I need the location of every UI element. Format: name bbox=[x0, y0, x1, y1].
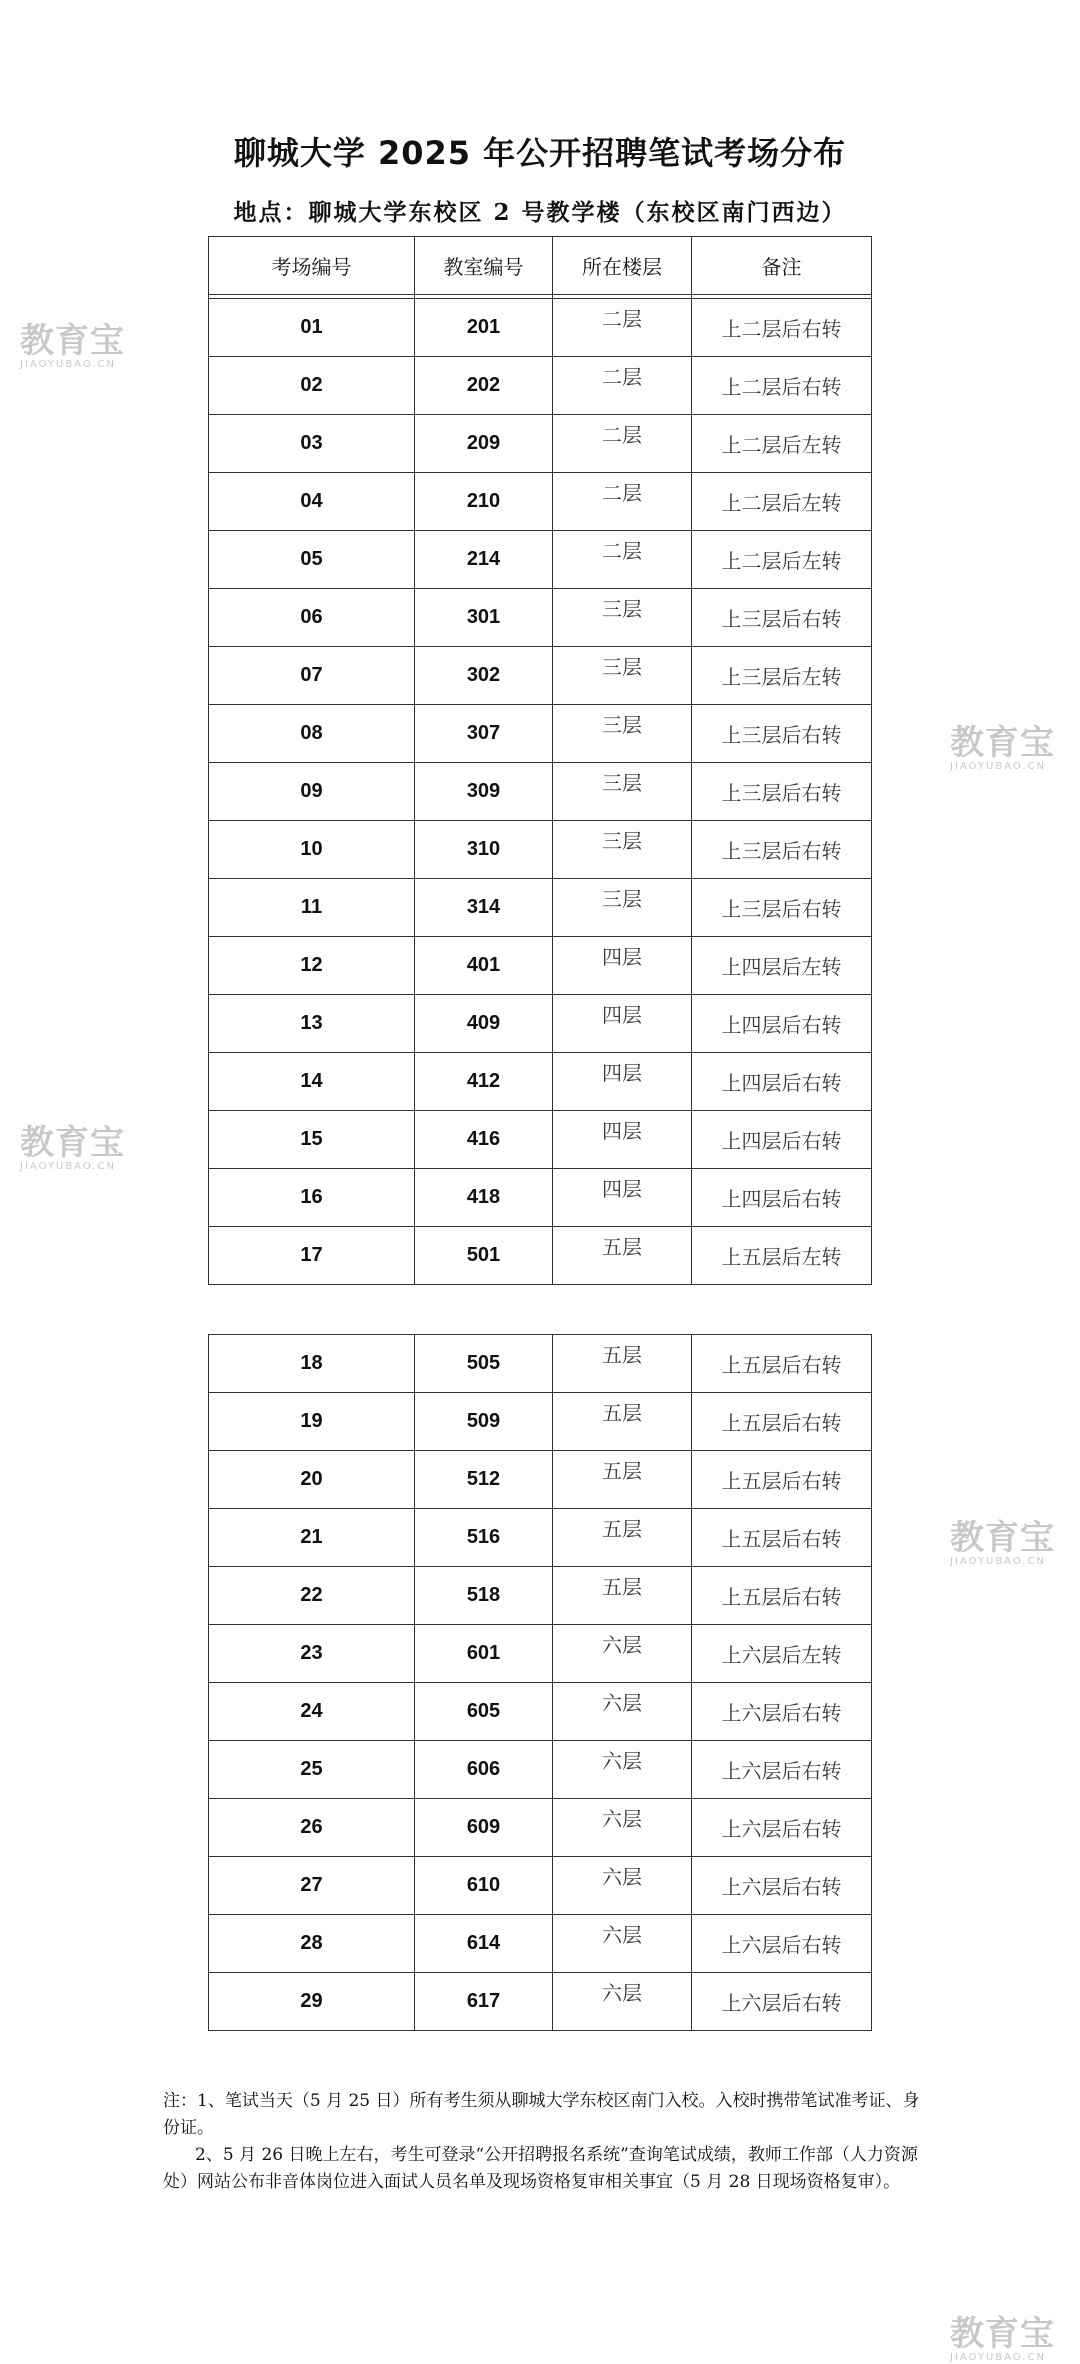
table-row bbox=[209, 879, 872, 937]
cell-note: 上四层后右转 bbox=[692, 1111, 872, 1169]
watermark-en: JIAOYUBAO.CN bbox=[20, 1161, 116, 1172]
table-row bbox=[209, 1567, 872, 1625]
cell-note: 上四层后右转 bbox=[692, 995, 872, 1053]
cell-room-no: 314 bbox=[415, 879, 553, 937]
cell-note: 上三层后右转 bbox=[692, 821, 872, 879]
cell-room-no: 307 bbox=[415, 705, 553, 763]
cell-room-no: 309 bbox=[415, 763, 553, 821]
watermark-logo bbox=[20, 1125, 125, 1172]
cell-room-no: 610 bbox=[415, 1857, 553, 1915]
cell-floor: 五层 bbox=[553, 1509, 692, 1567]
watermark-logo bbox=[950, 725, 1055, 772]
cell-note: 上三层后右转 bbox=[692, 705, 872, 763]
table-row bbox=[209, 705, 872, 763]
cell-room-no: 609 bbox=[415, 1799, 553, 1857]
cell-exam-id: 17 bbox=[209, 1227, 415, 1285]
cell-room-no: 505 bbox=[415, 1335, 553, 1393]
cell-floor: 六层 bbox=[553, 1741, 692, 1799]
cell-exam-id: 24 bbox=[209, 1683, 415, 1741]
cell-room-no: 409 bbox=[415, 995, 553, 1053]
cell-exam-id: 05 bbox=[209, 531, 415, 589]
table-row bbox=[209, 1799, 872, 1857]
cell-floor: 三层 bbox=[553, 879, 692, 937]
cell-note: 上三层后右转 bbox=[692, 763, 872, 821]
watermark-en: JIAOYUBAO.CN bbox=[950, 2352, 1046, 2363]
cell-note: 上二层后右转 bbox=[692, 357, 872, 415]
cell-room-no: 214 bbox=[415, 531, 553, 589]
cell-exam-id: 22 bbox=[209, 1567, 415, 1625]
cell-floor: 五层 bbox=[553, 1335, 692, 1393]
cell-floor: 六层 bbox=[553, 1973, 692, 2031]
cell-note: 上三层后右转 bbox=[692, 879, 872, 937]
cell-note: 上三层后左转 bbox=[692, 647, 872, 705]
cell-floor: 四层 bbox=[553, 1111, 692, 1169]
cell-room-no: 210 bbox=[415, 473, 553, 531]
cell-floor: 二层 bbox=[553, 473, 692, 531]
cell-exam-id: 26 bbox=[209, 1799, 415, 1857]
cell-note: 上五层后左转 bbox=[692, 1227, 872, 1285]
cell-room-no: 202 bbox=[415, 357, 553, 415]
cell-exam-id: 03 bbox=[209, 415, 415, 473]
cell-room-no: 501 bbox=[415, 1227, 553, 1285]
note-1: 注：1、笔试当天（5 月 25 日）所有考生须从聊城大学东校区南门入校。入校时携带笔试准考证、身份证。 bbox=[163, 2091, 920, 2138]
cell-note: 上五层后右转 bbox=[692, 1451, 872, 1509]
watermark-cn: 教育宝 bbox=[950, 723, 1055, 763]
cell-room-no: 617 bbox=[415, 1973, 553, 2031]
table-row bbox=[209, 1741, 872, 1799]
cell-exam-id: 19 bbox=[209, 1393, 415, 1451]
cell-note: 上二层后左转 bbox=[692, 531, 872, 589]
cell-room-no: 512 bbox=[415, 1451, 553, 1509]
cell-note: 上三层后右转 bbox=[692, 589, 872, 647]
cell-exam-id: 23 bbox=[209, 1625, 415, 1683]
page-title: 聊城大学 2025 年公开招聘笔试考场分布 bbox=[233, 134, 847, 172]
cell-floor: 三层 bbox=[553, 589, 692, 647]
exam-room-table-part-2 bbox=[208, 1334, 872, 2031]
cell-exam-id: 04 bbox=[209, 473, 415, 531]
table-row bbox=[209, 473, 872, 531]
notes-section bbox=[163, 2088, 923, 2196]
cell-room-no: 310 bbox=[415, 821, 553, 879]
cell-floor: 五层 bbox=[553, 1451, 692, 1509]
cell-floor: 五层 bbox=[553, 1567, 692, 1625]
cell-floor: 二层 bbox=[553, 415, 692, 473]
cell-floor: 二层 bbox=[553, 299, 692, 357]
table-row bbox=[209, 1393, 872, 1451]
cell-note: 上二层后左转 bbox=[692, 415, 872, 473]
cell-note: 上五层后右转 bbox=[692, 1567, 872, 1625]
cell-exam-id: 15 bbox=[209, 1111, 415, 1169]
cell-exam-id: 09 bbox=[209, 763, 415, 821]
table-row bbox=[209, 1857, 872, 1915]
cell-exam-id: 01 bbox=[209, 299, 415, 357]
table-row bbox=[209, 1169, 872, 1227]
cell-floor: 四层 bbox=[553, 937, 692, 995]
cell-exam-id: 08 bbox=[209, 705, 415, 763]
watermark-logo bbox=[950, 1520, 1055, 1567]
watermark-cn: 教育宝 bbox=[950, 2314, 1055, 2354]
watermark-logo bbox=[20, 323, 125, 370]
cell-floor: 六层 bbox=[553, 1799, 692, 1857]
watermark-logo bbox=[950, 2316, 1055, 2363]
cell-room-no: 601 bbox=[415, 1625, 553, 1683]
header-exam-id: 考场编号 bbox=[209, 237, 415, 295]
table-row bbox=[209, 763, 872, 821]
cell-room-no: 412 bbox=[415, 1053, 553, 1111]
cell-floor: 三层 bbox=[553, 705, 692, 763]
cell-exam-id: 29 bbox=[209, 1973, 415, 2031]
cell-room-no: 509 bbox=[415, 1393, 553, 1451]
cell-floor: 二层 bbox=[553, 357, 692, 415]
cell-floor: 六层 bbox=[553, 1857, 692, 1915]
cell-exam-id: 21 bbox=[209, 1509, 415, 1567]
cell-exam-id: 16 bbox=[209, 1169, 415, 1227]
cell-note: 上四层后右转 bbox=[692, 1169, 872, 1227]
cell-note: 上五层后右转 bbox=[692, 1509, 872, 1567]
cell-note: 上四层后左转 bbox=[692, 937, 872, 995]
cell-exam-id: 10 bbox=[209, 821, 415, 879]
cell-room-no: 416 bbox=[415, 1111, 553, 1169]
cell-floor: 六层 bbox=[553, 1683, 692, 1741]
cell-note: 上六层后右转 bbox=[692, 1741, 872, 1799]
table-row bbox=[209, 1053, 872, 1111]
cell-floor: 三层 bbox=[553, 763, 692, 821]
cell-room-no: 418 bbox=[415, 1169, 553, 1227]
cell-floor: 六层 bbox=[553, 1625, 692, 1683]
table-row bbox=[209, 415, 872, 473]
watermark-cn: 教育宝 bbox=[20, 321, 125, 361]
cell-exam-id: 14 bbox=[209, 1053, 415, 1111]
cell-floor: 五层 bbox=[553, 1393, 692, 1451]
cell-exam-id: 13 bbox=[209, 995, 415, 1053]
watermark-cn: 教育宝 bbox=[20, 1123, 125, 1163]
cell-floor: 三层 bbox=[553, 821, 692, 879]
cell-room-no: 516 bbox=[415, 1509, 553, 1567]
cell-note: 上四层后右转 bbox=[692, 1053, 872, 1111]
watermark-en: JIAOYUBAO.CN bbox=[950, 761, 1046, 772]
cell-exam-id: 27 bbox=[209, 1857, 415, 1915]
header-room-no: 教室编号 bbox=[415, 237, 553, 295]
table-row bbox=[209, 1973, 872, 2031]
header-note: 备注 bbox=[692, 237, 872, 295]
cell-note: 上六层后右转 bbox=[692, 1915, 872, 1973]
cell-room-no: 605 bbox=[415, 1683, 553, 1741]
table-row bbox=[209, 1683, 872, 1741]
cell-room-no: 209 bbox=[415, 415, 553, 473]
cell-note: 上六层后右转 bbox=[692, 1799, 872, 1857]
location-subtitle: 地点：聊城大学东校区 2 号教学楼（东校区南门西边） bbox=[233, 199, 847, 226]
cell-floor: 四层 bbox=[553, 1053, 692, 1111]
cell-floor: 四层 bbox=[553, 1169, 692, 1227]
cell-exam-id: 25 bbox=[209, 1741, 415, 1799]
cell-floor: 六层 bbox=[553, 1915, 692, 1973]
cell-note: 上六层后右转 bbox=[692, 1683, 872, 1741]
exam-room-table-part-1 bbox=[208, 236, 872, 1285]
cell-floor: 二层 bbox=[553, 531, 692, 589]
table-row bbox=[209, 1625, 872, 1683]
table-row bbox=[209, 1451, 872, 1509]
table-row bbox=[209, 299, 872, 357]
cell-note: 上二层后右转 bbox=[692, 299, 872, 357]
cell-room-no: 606 bbox=[415, 1741, 553, 1799]
table-row bbox=[209, 1111, 872, 1169]
note-2: 2、5 月 26 日晚上左右，考生可登录“公开招聘报名系统”查询笔试成绩，教师工作部（人力资源处）网站公布非音体岗位进入面试人员名单及现场资格复审相关事宜（5 月 28 日现场资格复审）。 bbox=[163, 2145, 918, 2192]
cell-floor: 四层 bbox=[553, 995, 692, 1053]
cell-note: 上六层后左转 bbox=[692, 1625, 872, 1683]
header-floor: 所在楼层 bbox=[553, 237, 692, 295]
table-row bbox=[209, 357, 872, 415]
cell-room-no: 302 bbox=[415, 647, 553, 705]
cell-room-no: 614 bbox=[415, 1915, 553, 1973]
table-header-row bbox=[209, 237, 872, 295]
table-row bbox=[209, 589, 872, 647]
table-row bbox=[209, 937, 872, 995]
cell-floor: 三层 bbox=[553, 647, 692, 705]
table-row bbox=[209, 1227, 872, 1285]
cell-exam-id: 28 bbox=[209, 1915, 415, 1973]
watermark-en: JIAOYUBAO.CN bbox=[950, 1556, 1046, 1567]
cell-exam-id: 06 bbox=[209, 589, 415, 647]
cell-exam-id: 07 bbox=[209, 647, 415, 705]
table-row bbox=[209, 821, 872, 879]
cell-note: 上六层后右转 bbox=[692, 1973, 872, 2031]
cell-room-no: 201 bbox=[415, 299, 553, 357]
cell-note: 上五层后右转 bbox=[692, 1393, 872, 1451]
table-row bbox=[209, 995, 872, 1053]
watermark-en: JIAOYUBAO.CN bbox=[20, 359, 116, 370]
cell-room-no: 401 bbox=[415, 937, 553, 995]
cell-note: 上五层后右转 bbox=[692, 1335, 872, 1393]
cell-note: 上六层后右转 bbox=[692, 1857, 872, 1915]
cell-room-no: 518 bbox=[415, 1567, 553, 1625]
table-row bbox=[209, 647, 872, 705]
cell-exam-id: 11 bbox=[209, 879, 415, 937]
cell-note: 上二层后左转 bbox=[692, 473, 872, 531]
watermark-cn: 教育宝 bbox=[950, 1518, 1055, 1558]
cell-floor: 五层 bbox=[553, 1227, 692, 1285]
table-row bbox=[209, 1335, 872, 1393]
table-row bbox=[209, 1915, 872, 1973]
table-row bbox=[209, 531, 872, 589]
cell-exam-id: 20 bbox=[209, 1451, 415, 1509]
table-row bbox=[209, 1509, 872, 1567]
cell-exam-id: 12 bbox=[209, 937, 415, 995]
cell-exam-id: 02 bbox=[209, 357, 415, 415]
cell-room-no: 301 bbox=[415, 589, 553, 647]
cell-exam-id: 18 bbox=[209, 1335, 415, 1393]
